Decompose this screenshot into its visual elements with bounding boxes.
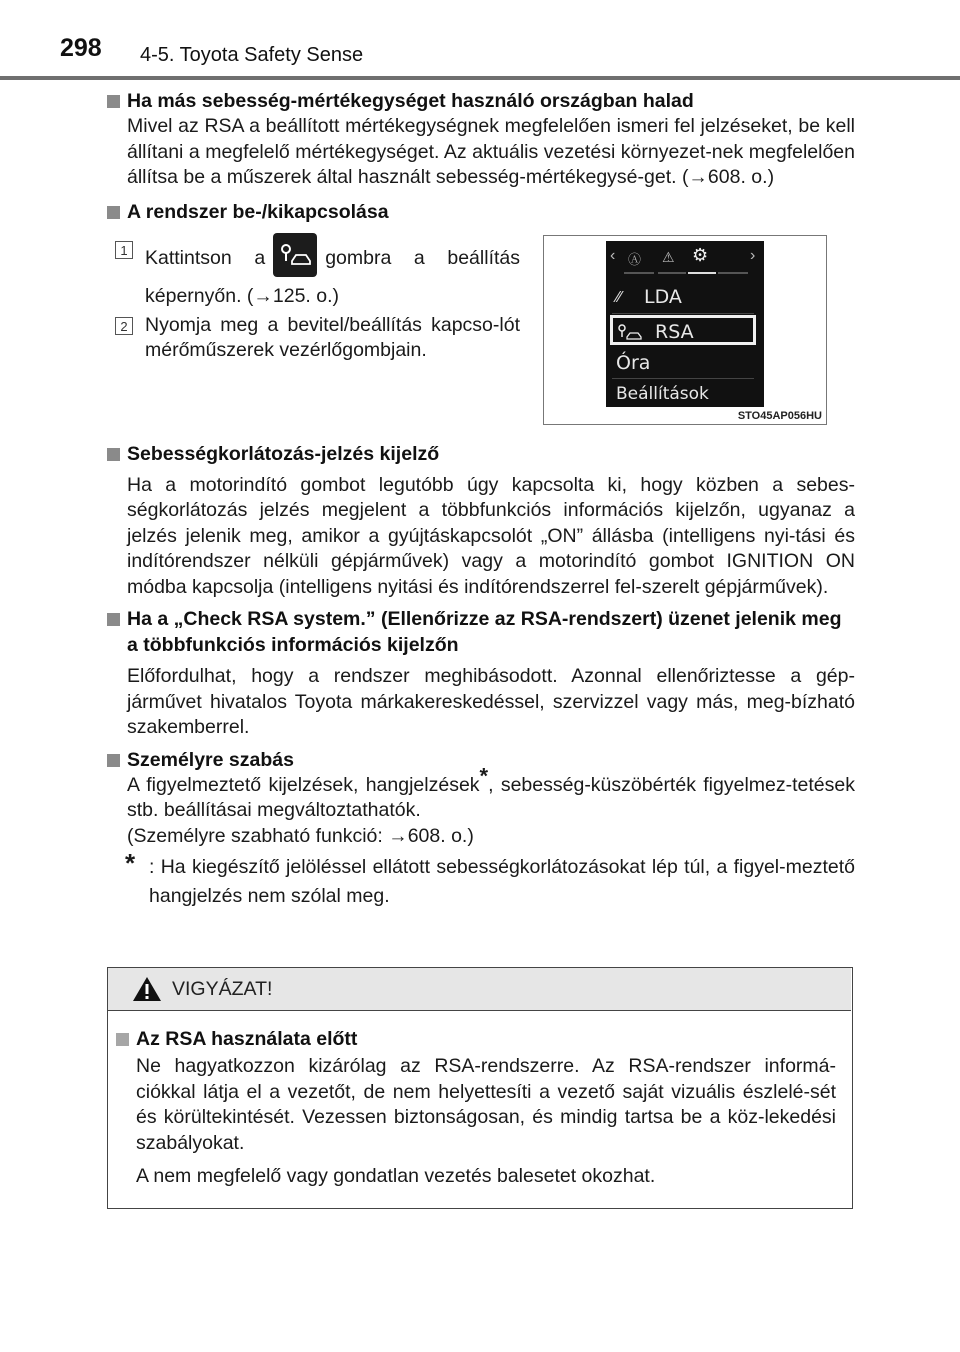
- section-text: Előfordulhat, hogy a rendszer meghibásodott. Azonnal ellenőriztesse a gép-járművet hivatalos Toyota márkakereskedéssel, szervizzel vagy más, meg-bízható szakemberrel.: [127, 665, 855, 738]
- rsa-settings-button-icon: [273, 233, 317, 277]
- footnote: * : Ha kiegészítő jelöléssel ellátott sebességkorlátozásokat lép túl, a figyel-meztető hangjelzés nem szólal meg.: [125, 848, 855, 907]
- section-units: [105, 88, 855, 191]
- square-bullet-icon: [107, 95, 120, 108]
- gear-icon: ⚙: [692, 244, 709, 265]
- asterisk-icon: *: [479, 763, 489, 788]
- page-header: [0, 0, 960, 80]
- section-text: Mivel az RSA a beállított mértékegységnek megfelelően ismeri fel jelzéseket, be kell állítani a megfelelő mértékegységet. Az aktuális vezetési környezet-nek megfelelően állítsa be a műszerek által használt sebesség-mértékegysé-get. (→608. o.): [127, 115, 855, 188]
- chevron-left-icon: ‹: [610, 246, 616, 264]
- menu-item-lda: ⁄⁄ LDA: [612, 283, 756, 311]
- section-title: 4-5. Toyota Safety Sense: [140, 44, 364, 66]
- section-indicator: [105, 441, 855, 601]
- warning-header: [108, 968, 851, 1011]
- chevron-right-icon: ›: [750, 246, 756, 264]
- assist-icon: Ⓐ: [628, 251, 642, 267]
- warning-title: VIGYÁZAT!: [172, 978, 273, 1000]
- step-number: 1: [115, 241, 133, 259]
- display-screen: [606, 241, 764, 407]
- square-bullet-icon: [107, 206, 120, 219]
- lane-assist-icon: ⁄⁄: [616, 287, 622, 306]
- step-1: 1 Kattintson a gombra a beállítás képernyőn. (→125. o.): [115, 237, 520, 312]
- menu-item-settings: Beállítások: [616, 383, 709, 404]
- section-heading: A rendszer be-/kikapcsolása: [105, 199, 855, 225]
- warning-text: Ne hagyatkozzon kizárólag az RSA-rendszerre. Az RSA-rendszer informá-ciókkal látja el a vezetőt, de nem helyettesíti a vezető saját vizuális észlelé-sét és körültekintését. Vezessen biztonságosan, és mindig tartsa be a köz-lekedési szabályokat.: [136, 1055, 836, 1154]
- section-heading: Ha a „Check RSA system.” (Ellenőrizze az RSA-rendszert) üzenet jelenik meg a többfunkciós információs kijelzőn: [105, 606, 855, 658]
- square-bullet-icon: [107, 754, 120, 767]
- square-bullet-icon: [116, 1033, 129, 1046]
- section-heading: Sebességkorlátozás-jelzés kijelző: [105, 441, 855, 467]
- warning-tab-icon: ⚠: [662, 248, 675, 265]
- warning-text: A nem megfelelő vagy gondatlan vezetés balesetet okozhat.: [136, 1165, 656, 1187]
- section-heading: Ha más sebesség-mértékegységet használó országban halad: [105, 88, 855, 114]
- header-divider: [0, 76, 960, 80]
- warning-heading: Az RSA használata előtt: [114, 1026, 836, 1052]
- menu-item-clock: Óra: [616, 351, 651, 374]
- rsa-icon: [617, 318, 645, 346]
- main-content: [105, 88, 855, 917]
- asterisk-icon: *: [125, 848, 136, 878]
- warning-triangle-icon: [132, 976, 162, 1002]
- square-bullet-icon: [107, 613, 120, 626]
- warning-body: [114, 1026, 836, 1190]
- settings-screen-figure: [543, 235, 827, 425]
- figure-code: STO45AP056HU: [737, 409, 822, 422]
- section-text: A figyelmeztető kijelzések, hangjelzések*, sebesség-küszöbérték figyelmez-tetések stb. beállításai megváltoztathatók. (Személyre szabható funkció: →608. o.): [127, 763, 855, 847]
- section-text: Ha a motorindító gombot legutóbb úgy kapcsolta ki, hogy közben a sebes-ségkorlátozás jelzés megjelent a többfunkciós információs kijelzőn, ugyanaz a jelzés jelenik meg, amikor a gyújtáskapcsolót „ON” állásba (intelligens nyi-tási és indítórendszer nélküli gépjárművek) vagy a motorindító gombot IGNITION ON módba kapcsolja (intelligens nyitási és indítórendszerrel fel-szerelt gépjárművek).: [127, 473, 855, 598]
- warning-box: [107, 967, 853, 1209]
- step-2: 2 Nyomja meg a bevitel/beállítás kapcso-lót mérőműszerek vezérlőgombjain.: [115, 313, 520, 364]
- square-bullet-icon: [107, 448, 120, 461]
- section-toggle: [105, 199, 855, 435]
- section-heading: Személyre szabás: [105, 747, 855, 773]
- screen-tabs: [606, 241, 764, 275]
- page-number: 298: [60, 34, 102, 62]
- section-check-message: [105, 606, 855, 741]
- step-number: 2: [115, 317, 133, 335]
- section-customization: [105, 747, 855, 912]
- menu-item-rsa: RSA: [610, 315, 756, 345]
- steps-with-figure: [105, 235, 855, 435]
